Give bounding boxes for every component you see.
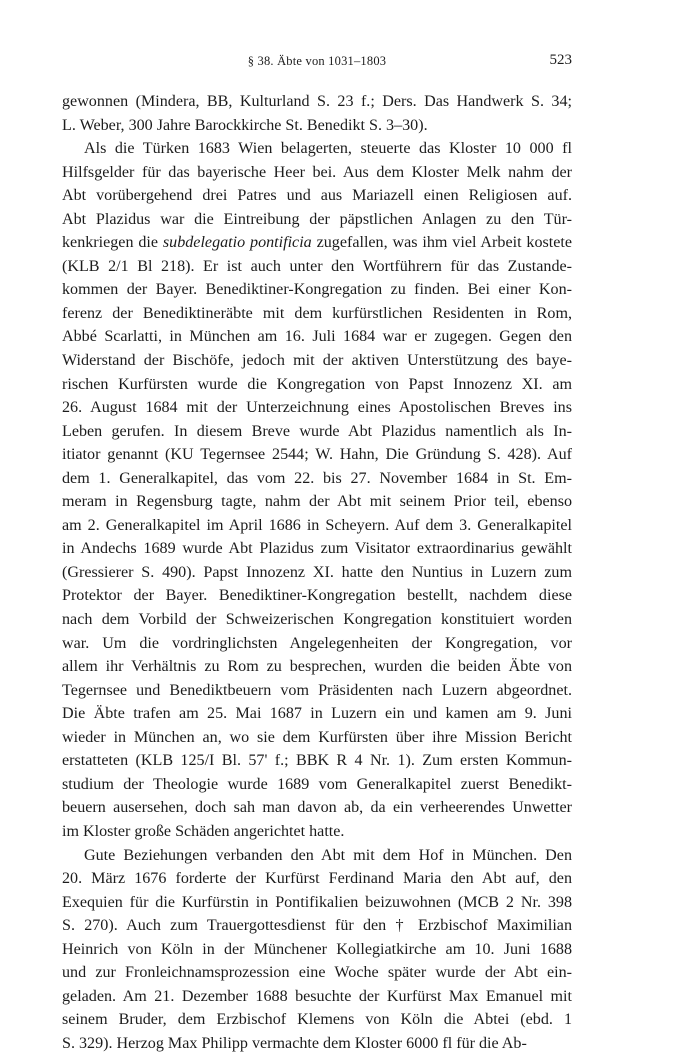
text-line: Die Äbte trafen am 25. Mai 1687 in Luzern ein und kamen am 9. Juni <box>62 702 572 726</box>
text-line: Gute Beziehungen verbanden den Abt mit dem Hof in München. Den <box>62 844 572 868</box>
text-line: L. Weber, 300 Jahre Barockkirche St. Benedikt S. 3–30). <box>62 114 572 138</box>
text-line: Exequien für die Kurfürstin in Pontifikalien beizuwohnen (MCB 2 Nr. 398 <box>62 891 572 915</box>
text-line: rischen Kurfürsten wurde die Kongregation von Papst Innozenz XI. am <box>62 373 572 397</box>
text-line: 20. März 1676 forderte der Kurfürst Ferdinand Maria den Abt auf, den <box>62 867 572 891</box>
text-line: Tegernsee und Benediktbeuern vom Präsidenten nach Luzern abgeordnet. <box>62 679 572 703</box>
text-line: beuern ausersehen, doch sah man davon ab, da ein verheerendes Unwetter <box>62 796 572 820</box>
text-line: dem 1. Generalkapitel, das vom 22. bis 27. November 1684 in St. Em- <box>62 467 572 491</box>
text-line: Als die Türken 1683 Wien belagerten, steuerte das Kloster 10 000 fl <box>62 137 572 161</box>
text-line: kenkriegen die subdelegatio pontificia zugefallen, was ihm viel Arbeit kostete <box>62 231 572 255</box>
text-line: Abt Plazidus war die Eintreibung der päpstlichen Anlagen zu den Tür- <box>62 208 572 232</box>
text-line: und zur Fronleichnamsprozession eine Woche später wurde der Abt ein- <box>62 961 572 985</box>
text-line: allem ihr Verhältnis zu Rom zu besprechen, wurden die beiden Äbte von <box>62 655 572 679</box>
text-line: Leben gerufen. In diesem Breve wurde Abt Plazidus namentlich als In- <box>62 420 572 444</box>
page-header <box>62 52 572 74</box>
text-line: erstatteten (KLB 125/I Bl. 57' f.; BBK R 4 Nr. 1). Zum ersten Kommun- <box>62 749 572 773</box>
text-line: geladen. Am 21. Dezember 1688 besuchte der Kurfürst Max Emanuel mit <box>62 985 572 1009</box>
paragraph <box>62 137 572 843</box>
text-line: kommen der Bayer. Benediktiner-Kongregation zu finden. Bei einer Kon- <box>62 278 572 302</box>
italic-term: subdelegatio pontificia <box>163 234 312 251</box>
text-line: S. 270). Auch zum Trauergottesdienst für den † Erzbischof Maximilian <box>62 914 572 938</box>
text-line: itiator genannt (KU Tegernsee 2544; W. Hahn, Die Gründung S. 428). Auf <box>62 443 572 467</box>
text-line: (Gressierer S. 490). Papst Innozenz XI. hatte den Nuntius in Luzern zum <box>62 561 572 585</box>
text-line: seinem Bruder, dem Erzbischof Klemens von Köln die Abtei (ebd. 1 <box>62 1008 572 1032</box>
text-line: meram in Regensburg tagte, nahm der Abt mit seinem Prior teil, ebenso <box>62 490 572 514</box>
text-line: S. 329). Herzog Max Philipp vermachte dem Kloster 6000 fl für die Ab- <box>62 1032 572 1055</box>
text-line: Heinrich von Köln in der Münchener Kollegiatkirche am 10. Juni 1688 <box>62 938 572 962</box>
text-line: am 2. Generalkapitel im April 1686 in Scheyern. Auf dem 3. Generalkapitel <box>62 514 572 538</box>
text-line: Hilfsgelder für das bayerische Heer bei. Aus dem Kloster Melk nahm der <box>62 161 572 185</box>
text-line: studium der Theologie wurde 1689 vom Generalkapitel zuerst Benedikt- <box>62 773 572 797</box>
text-line: im Kloster große Schäden angerichtet hatte. <box>62 820 572 844</box>
text-line: Abbé Scarlatti, in München am 16. Juli 1684 war er zugegen. Gegen den <box>62 325 572 349</box>
text-line: in Andechs 1689 wurde Abt Plazidus zum Visitator extraordinarius gewählt <box>62 537 572 561</box>
running-head: § 38. Äbte von 1031–1803 <box>62 54 572 69</box>
text-line: ferenz der Benediktineräbte mit dem kurfürstlichen Residenten in Rom, <box>62 302 572 326</box>
text-line: Widerstand der Bischöfe, jedoch mit der aktiven Unterstützung des baye- <box>62 349 572 373</box>
text-line: Abt vorübergehend drei Patres und aus Mariazell einen Religiosen auf. <box>62 184 572 208</box>
body-text <box>62 90 572 1055</box>
paragraph <box>62 90 572 137</box>
text-line: Protektor der Bayer. Benediktiner-Kongregation bestellt, nachdem diese <box>62 584 572 608</box>
page-number: 523 <box>550 52 573 69</box>
text-line: war. Um die vordringlichsten Angelegenheiten der Kongregation, vor <box>62 632 572 656</box>
text-line: (KLB 2/1 Bl 218). Er ist auch unter den Wortführern für das Zustande- <box>62 255 572 279</box>
text-line: gewonnen (Mindera, BB, Kulturland S. 23 f.; Ders. Das Handwerk S. 34; <box>62 90 572 114</box>
book-page <box>62 52 572 1055</box>
text-line: 26. August 1684 mit der Unterzeichnung eines Apostolischen Breves ins <box>62 396 572 420</box>
text-line: wieder in München an, wo sie dem Kurfürsten über ihre Mission Bericht <box>62 726 572 750</box>
paragraph <box>62 844 572 1055</box>
text-line: nach dem Vorbild der Schweizerischen Kongregation konstituiert worden <box>62 608 572 632</box>
